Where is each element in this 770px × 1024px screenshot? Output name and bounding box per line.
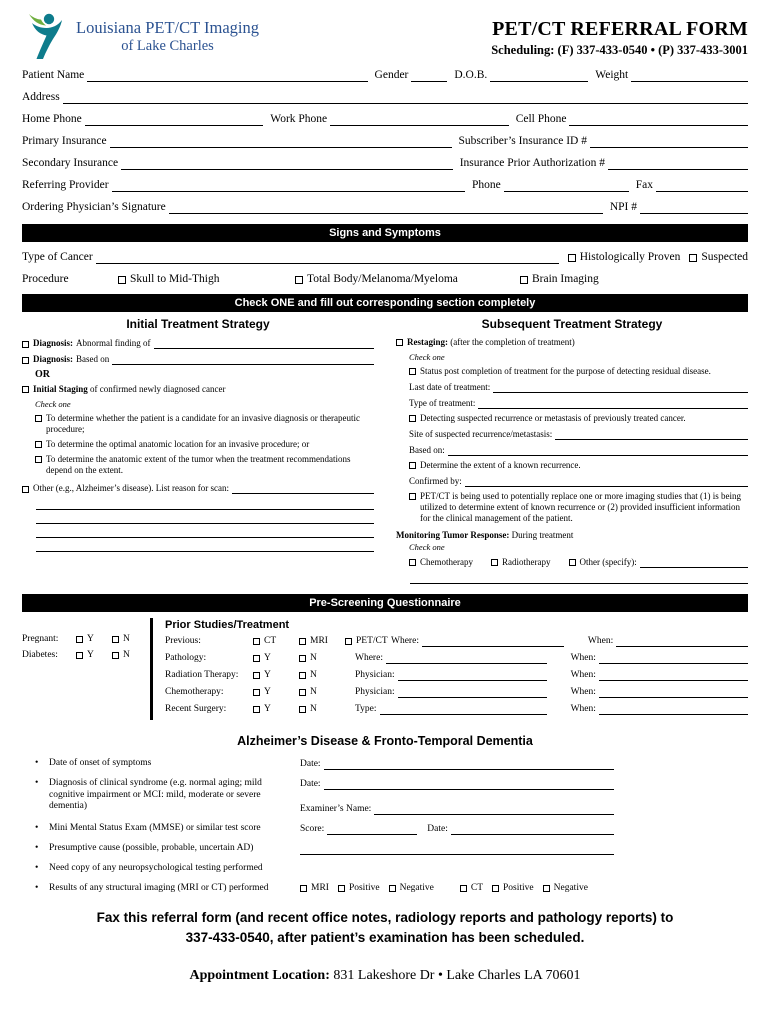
- pathology-where-field[interactable]: [386, 652, 547, 664]
- procedure-label: Procedure: [22, 273, 69, 285]
- chemo-when-field[interactable]: [599, 686, 748, 698]
- bullet-icon: •: [35, 758, 39, 768]
- onset-date-label: Date:: [300, 758, 321, 769]
- header: [22, 10, 748, 60]
- diabetes-row: [22, 649, 150, 661]
- neuropsych-bullet-text: Need copy of any neuropsychological testing performed: [49, 863, 263, 873]
- treatment-strategy-columns: [22, 316, 748, 586]
- restaging-option-4-checkbox[interactable]: [409, 493, 416, 500]
- diagnosis-abnormal-text: Abnormal finding of: [76, 338, 151, 348]
- suspected-option: [689, 251, 748, 264]
- previous-when-label: When:: [587, 636, 614, 646]
- ct-negative-checkbox[interactable]: [543, 885, 550, 892]
- diagnosis-based-label: Diagnosis:: [33, 354, 74, 364]
- subsequent-treatment-title: Subsequent Treatment Strategy: [481, 317, 663, 331]
- surgery-when-label: When:: [570, 704, 596, 714]
- bullet-icon: •: [35, 863, 39, 873]
- surgery-type-field[interactable]: [380, 703, 547, 715]
- restaging-option-1-checkbox[interactable]: [409, 368, 416, 375]
- referring-provider-line: [22, 179, 748, 192]
- restaging-option-1-text: Status post completion of treatment for the purpose of detecting residual disease.: [420, 366, 711, 376]
- previous-label: Previous:: [165, 636, 201, 646]
- previous-petct: PET/CT: [345, 635, 391, 647]
- procedure-total-body-option: [295, 273, 520, 286]
- surgery-yes-checkbox[interactable]: [253, 706, 260, 713]
- last-treatment-date-label: Last date of treatment:: [409, 382, 491, 392]
- bullet-icon: •: [35, 823, 39, 833]
- patient-info-section: [22, 69, 748, 214]
- gender-field[interactable]: [411, 70, 447, 82]
- restaging-text: Restaging: (after the completion of treatment): [407, 337, 575, 347]
- pathology-when-field[interactable]: [599, 652, 748, 664]
- weight-field[interactable]: [631, 70, 748, 82]
- previous-where-label: Where:: [391, 636, 419, 646]
- ct-positive-checkbox[interactable]: [492, 885, 499, 892]
- diagnosis-based-checkbox[interactable]: [22, 357, 29, 364]
- initial-staging-option: [22, 384, 374, 395]
- prior-row-chemotherapy: [165, 686, 748, 698]
- patient-name-field[interactable]: [87, 70, 367, 82]
- radiotherapy-checkbox[interactable]: [491, 559, 498, 566]
- alz-row-cause: [32, 843, 614, 855]
- logo-text: [76, 18, 259, 55]
- type-of-cancer-field[interactable]: [96, 252, 559, 264]
- suspected-checkbox[interactable]: [689, 254, 697, 262]
- cause-field[interactable]: [300, 843, 614, 855]
- pregnant-no: N: [112, 633, 148, 645]
- prior-studies-table: [165, 618, 748, 720]
- diabetes-yes-checkbox[interactable]: [76, 652, 83, 659]
- restaging-option-3-checkbox[interactable]: [409, 462, 416, 469]
- restaging-option-2-text: Detecting suspected recurrence or metastasis of previously treated cancer.: [420, 413, 686, 423]
- onset-bullet-text: Date of onset of symptoms: [49, 758, 152, 768]
- confirmed-by-field[interactable]: [465, 475, 748, 487]
- monitoring-options-row: [409, 556, 748, 568]
- ct-result-group: CT Positive Negative: [460, 883, 588, 895]
- pathology-no-checkbox[interactable]: [299, 655, 306, 662]
- score-field[interactable]: [327, 823, 417, 835]
- prescreen-left: [22, 618, 150, 720]
- signature-label: Ordering Physician’s Signature: [22, 201, 166, 213]
- mmse-date-label: Date:: [427, 823, 448, 834]
- subscriber-id-field[interactable]: [590, 136, 748, 148]
- prior-row-surgery: [165, 703, 748, 715]
- address-label: Address: [22, 91, 60, 103]
- diagnosis-based-field[interactable]: [112, 353, 374, 365]
- chemo-when-label: When:: [570, 687, 596, 697]
- chemo-no-checkbox[interactable]: [299, 689, 306, 696]
- header-right: [491, 10, 748, 58]
- mri-checkbox[interactable]: [300, 885, 307, 892]
- or-divider: OR: [35, 369, 50, 380]
- check-one-bar: Check ONE and fill out corresponding section completely: [22, 294, 748, 312]
- pregnant-no-checkbox[interactable]: [112, 636, 119, 643]
- logo: [22, 10, 259, 60]
- skull-mid-thigh-checkbox[interactable]: [118, 276, 126, 284]
- staging-option-1-text: To determine whether the patient is a candidate for an invasive diagnosis or therapeutic procedure;: [46, 413, 361, 434]
- patient-name-label: Patient Name: [22, 69, 85, 81]
- treatment-type-label: Type of treatment:: [409, 398, 476, 408]
- prior-studies-title: Prior Studies/Treatment: [165, 619, 290, 631]
- work-phone-field[interactable]: [330, 114, 509, 126]
- previous-where-field[interactable]: [422, 635, 564, 647]
- brain-imaging-checkbox[interactable]: [520, 276, 528, 284]
- home-phone-field[interactable]: [85, 114, 264, 126]
- initial-staging-text: Initial Staging of confirmed newly diagnosed cancer: [33, 384, 226, 394]
- chemo-physician-field[interactable]: [398, 686, 547, 698]
- diabetes-no-checkbox[interactable]: [112, 652, 119, 659]
- chemo-yes: Y: [253, 686, 299, 698]
- primary-insurance-field[interactable]: [110, 136, 452, 148]
- restaging-check-one-note: Check one: [409, 352, 445, 362]
- form-title: PET/CT REFERRAL FORM: [492, 18, 748, 40]
- alzheimers-title: Alzheimer’s Disease & Fronto-Temporal Dementia: [237, 734, 533, 748]
- dob-field[interactable]: [490, 70, 588, 82]
- confirmed-by-label: Confirmed by:: [409, 476, 462, 486]
- pregnant-row: [22, 633, 150, 645]
- histologically-proven-label: Histologically Proven: [579, 251, 681, 263]
- home-phone-label: Home Phone: [22, 113, 82, 125]
- staging-option-2-text: To determine the optimal anatomic location for an invasive procedure; or: [46, 439, 310, 449]
- monitoring-other-option: [569, 556, 749, 568]
- chemo-label: Chemotherapy:: [165, 687, 224, 697]
- pathology-label: Pathology:: [165, 653, 207, 663]
- pregnant-yes: Y: [76, 633, 112, 645]
- total-body-label: Total Body/Melanoma/Myeloma: [307, 273, 458, 285]
- staging-option-2: [35, 439, 374, 450]
- npi-field[interactable]: [640, 202, 748, 214]
- scheduling-info: Scheduling: (F) 337-433-0540 • (P) 337-433-3001: [491, 43, 748, 57]
- monitoring-heading: Monitoring Tumor Response: During treatment: [396, 530, 574, 540]
- diagnosis-based-option: [22, 353, 374, 365]
- fax-instructions-line1: Fax this referral form (and recent office notes, radiology reports and pathology reports) to: [96, 910, 674, 925]
- referring-provider-label: Referring Provider: [22, 179, 109, 191]
- logo-line2: of Lake Charles: [121, 37, 214, 54]
- examiner-label: Examiner’s Name:: [300, 803, 372, 814]
- radiation-physician-label: Physician:: [355, 670, 395, 680]
- prescreening-section: [22, 618, 748, 720]
- fax-instructions: [22, 908, 748, 948]
- initial-check-one-note: Check one: [35, 399, 71, 409]
- radiation-no-checkbox[interactable]: [299, 672, 306, 679]
- provider-fax-field[interactable]: [656, 180, 748, 192]
- syndrome-date-label: Date:: [300, 778, 321, 789]
- previous-mri: MRI: [299, 635, 345, 647]
- alzheimers-section: [22, 758, 748, 894]
- last-treatment-date-line: [409, 381, 748, 393]
- diagnosis-abnormal-checkbox[interactable]: [22, 341, 29, 348]
- logo-line1: Louisiana PET/CT Imaging: [76, 17, 260, 37]
- cell-phone-field[interactable]: [569, 114, 748, 126]
- radiation-when-label: When:: [570, 670, 596, 680]
- other-reason-extra-line-1[interactable]: [36, 498, 374, 510]
- pregnant-label: Pregnant:: [22, 634, 59, 644]
- skull-mid-thigh-label: Skull to Mid-Thigh: [130, 273, 220, 285]
- pathology-where-label: Where:: [355, 653, 383, 663]
- appointment-location-label: Appointment Location:: [189, 968, 330, 983]
- signature-line: [22, 201, 748, 214]
- alz-row-mmse: [32, 823, 614, 835]
- radiation-no: N: [299, 669, 345, 681]
- mri-result-group: MRI Positive Negative: [300, 883, 434, 895]
- type-of-cancer-label: Type of Cancer: [22, 251, 93, 263]
- radiation-when-field[interactable]: [599, 669, 748, 681]
- diagnosis-abnormal-label: Diagnosis:: [33, 338, 74, 348]
- mmse-date-field[interactable]: [451, 823, 614, 835]
- monitoring-other-checkbox[interactable]: [569, 559, 576, 566]
- prescreen-divider: [150, 618, 153, 720]
- mmse-bullet-text: Mini Mental Status Exam (MMSE) or similar test score: [49, 823, 261, 833]
- diabetes-yes: Y: [76, 649, 112, 661]
- type-of-cancer-line: [22, 251, 748, 264]
- other-reason-checkbox[interactable]: [22, 486, 29, 493]
- syndrome-date-field[interactable]: [324, 778, 614, 790]
- treatment-type-line: [409, 397, 748, 409]
- staging-option-1: [35, 413, 374, 435]
- restaging-option-3-text: Determine the extent of a known recurrence.: [420, 460, 581, 470]
- pathology-no: N: [299, 652, 345, 664]
- prior-row-pathology: [165, 652, 748, 664]
- chemo-no: N: [299, 686, 345, 698]
- chemotherapy-label: Chemotherapy: [420, 557, 473, 567]
- confirmed-by-line: [409, 475, 748, 487]
- restaging-checkbox[interactable]: [396, 339, 403, 346]
- pathology-when-label: When:: [570, 653, 596, 663]
- address-line: [22, 91, 748, 104]
- chemo-yes-checkbox[interactable]: [253, 689, 260, 696]
- monitoring-other-field[interactable]: [640, 556, 748, 568]
- dob-label: D.O.B.: [454, 69, 488, 81]
- diabetes-no: N: [112, 649, 148, 661]
- previous-ct: CT: [253, 635, 299, 647]
- staging-option-3-text: To determine the anatomic extent of the tumor when the treatment recommendations depend on the extent.: [46, 454, 351, 475]
- radiotherapy-label: Radiotherapy: [502, 557, 551, 567]
- prior-row-previous: [165, 635, 748, 647]
- referring-provider-field[interactable]: [112, 180, 465, 192]
- bullet-icon: •: [35, 778, 39, 788]
- procedure-brain-option: [520, 273, 748, 286]
- alz-row-neuropsych: [32, 863, 614, 875]
- other-reason-extra-line-4[interactable]: [36, 540, 374, 552]
- secondary-insurance-label: Secondary Insurance: [22, 157, 119, 169]
- radiation-yes: Y: [253, 669, 299, 681]
- radiation-physician-field[interactable]: [398, 669, 547, 681]
- initial-staging-checkbox[interactable]: [22, 386, 29, 393]
- radiation-label: Radiation Therapy:: [165, 670, 239, 680]
- bullet-icon: •: [35, 882, 39, 893]
- restaging-option-1: [409, 366, 748, 377]
- diagnosis-abnormal-field[interactable]: [154, 337, 374, 349]
- signs-symptoms-bar: Signs and Symptoms: [22, 224, 748, 242]
- fax-instructions-line2: 337-433-0540, after patient’s examination has been scheduled.: [185, 930, 585, 945]
- provider-phone-field[interactable]: [504, 180, 629, 192]
- other-reason-option: [22, 482, 374, 494]
- diabetes-label: Diabetes:: [22, 650, 58, 660]
- other-reason-extra-line-2[interactable]: [36, 512, 374, 524]
- cell-phone-label: Cell Phone: [515, 113, 567, 125]
- prior-auth-label: Insurance Prior Authorization #: [459, 157, 605, 169]
- recurrence-site-line: [409, 428, 748, 440]
- appointment-location-value: 831 Lakeshore Dr • Lake Charles LA 70601: [333, 968, 581, 983]
- work-phone-label: Work Phone: [270, 113, 328, 125]
- initial-treatment-section: [22, 316, 374, 586]
- radiotherapy-option: [491, 557, 551, 568]
- diagnosis-based-text: Based on: [76, 354, 110, 364]
- weight-label: Weight: [595, 69, 629, 81]
- staging-option-2-checkbox[interactable]: [35, 441, 42, 448]
- procedure-line: [22, 273, 748, 286]
- pathology-yes: Y: [253, 652, 299, 664]
- secondary-insurance-field[interactable]: [121, 158, 453, 170]
- provider-phone-label: Phone: [472, 179, 501, 191]
- surgery-no: N: [299, 703, 345, 715]
- cause-bullet-text: Presumptive cause (possible, probable, uncertain AD): [49, 843, 254, 853]
- appointment-location: [22, 968, 748, 984]
- chemotherapy-checkbox[interactable]: [409, 559, 416, 566]
- logo-person-icon: [26, 12, 68, 60]
- previous-ct-checkbox[interactable]: [253, 638, 260, 645]
- restaging-option-4: [409, 491, 748, 524]
- surgery-yes: Y: [253, 703, 299, 715]
- prior-row-radiation: [165, 669, 748, 681]
- score-label: Score:: [300, 823, 325, 834]
- other-reason-label: Other (e.g., Alzheimer’s disease). List reason for scan:: [33, 483, 230, 493]
- mri-negative-checkbox[interactable]: [389, 885, 396, 892]
- based-on-field[interactable]: [448, 444, 748, 456]
- staging-option-3-checkbox[interactable]: [35, 456, 42, 463]
- onset-date-field[interactable]: [324, 758, 614, 770]
- based-on-line: [409, 444, 748, 456]
- patient-name-line: [22, 69, 748, 82]
- surgery-type-label: Type:: [355, 704, 377, 714]
- gender-label: Gender: [374, 69, 409, 81]
- previous-when-field[interactable]: [616, 635, 748, 647]
- ct-checkbox[interactable]: [460, 885, 467, 892]
- provider-fax-label: Fax: [635, 179, 653, 191]
- pregnant-yes-checkbox[interactable]: [76, 636, 83, 643]
- primary-insurance-label: Primary Insurance: [22, 135, 107, 147]
- bullet-icon: •: [35, 843, 39, 853]
- total-body-checkbox[interactable]: [295, 276, 303, 284]
- surgery-no-checkbox[interactable]: [299, 706, 306, 713]
- secondary-insurance-line: [22, 157, 748, 170]
- restaging-option-2: [409, 413, 748, 424]
- phones-line: [22, 113, 748, 126]
- alz-row-imaging-results: [32, 883, 614, 895]
- restaging-option-2-checkbox[interactable]: [409, 415, 416, 422]
- brain-imaging-label: Brain Imaging: [532, 273, 599, 285]
- subscriber-id-label: Subscriber’s Insurance ID #: [458, 135, 587, 147]
- restaging-option-4-text: PET/CT is being used to potentially replace one or more imaging studies that (1) is being utilized to determine extent of known recurrence or (2) provided insufficient information for the clinical management of the patient.: [420, 491, 742, 523]
- primary-insurance-line: [22, 135, 748, 148]
- surgery-when-field[interactable]: [599, 703, 748, 715]
- signature-field[interactable]: [169, 202, 603, 214]
- last-treatment-date-field[interactable]: [493, 381, 748, 393]
- restaging-option: [396, 337, 748, 348]
- alz-row-onset: [32, 758, 614, 770]
- radiation-yes-checkbox[interactable]: [253, 672, 260, 679]
- diagnosis-abnormal-option: [22, 337, 374, 349]
- histologically-proven-checkbox[interactable]: [568, 254, 576, 262]
- procedure-skull-option: [118, 273, 295, 286]
- previous-mri-checkbox[interactable]: [299, 638, 306, 645]
- surgery-label: Recent Surgery:: [165, 704, 227, 714]
- syndrome-bullet-text: Diagnosis of clinical syndrome (e.g. normal aging; mild cognitive impairment or MCI: mild, moderate or severe dementia): [49, 778, 262, 811]
- examiner-field[interactable]: [374, 803, 614, 815]
- chemo-physician-label: Physician:: [355, 687, 395, 697]
- recurrence-site-field[interactable]: [555, 428, 748, 440]
- imaging-bullet-text: Results of any structural imaging (MRI or CT) performed: [49, 882, 269, 893]
- subsequent-treatment-section: [396, 316, 748, 586]
- monitoring-other-label: Other (specify):: [579, 556, 637, 567]
- pathology-yes-checkbox[interactable]: [253, 655, 260, 662]
- staging-option-1-checkbox[interactable]: [35, 415, 42, 422]
- monitoring-check-one-note: Check one: [409, 542, 445, 552]
- suspected-label: Suspected: [701, 251, 748, 263]
- chemotherapy-option: [409, 557, 473, 568]
- staging-option-3: [35, 454, 374, 476]
- restaging-option-3: [409, 460, 748, 471]
- address-field[interactable]: [63, 92, 748, 104]
- prior-auth-field[interactable]: [608, 158, 748, 170]
- monitoring-extra-line[interactable]: [410, 572, 748, 584]
- prescreening-bar: Pre-Screening Questionnaire: [22, 594, 748, 612]
- other-reason-field[interactable]: [232, 482, 374, 494]
- npi-label: NPI #: [609, 201, 637, 213]
- alz-row-syndrome: [32, 778, 614, 815]
- recurrence-site-label: Site of suspected recurrence/metastasis:: [409, 429, 553, 439]
- mri-positive-checkbox[interactable]: [338, 885, 345, 892]
- previous-petct-checkbox[interactable]: [345, 638, 352, 645]
- histologically-proven-option: [568, 251, 681, 264]
- other-reason-extra-line-3[interactable]: [36, 526, 374, 538]
- based-on-label: Based on:: [409, 445, 445, 455]
- treatment-type-field[interactable]: [478, 397, 748, 409]
- initial-treatment-title: Initial Treatment Strategy: [126, 317, 270, 331]
